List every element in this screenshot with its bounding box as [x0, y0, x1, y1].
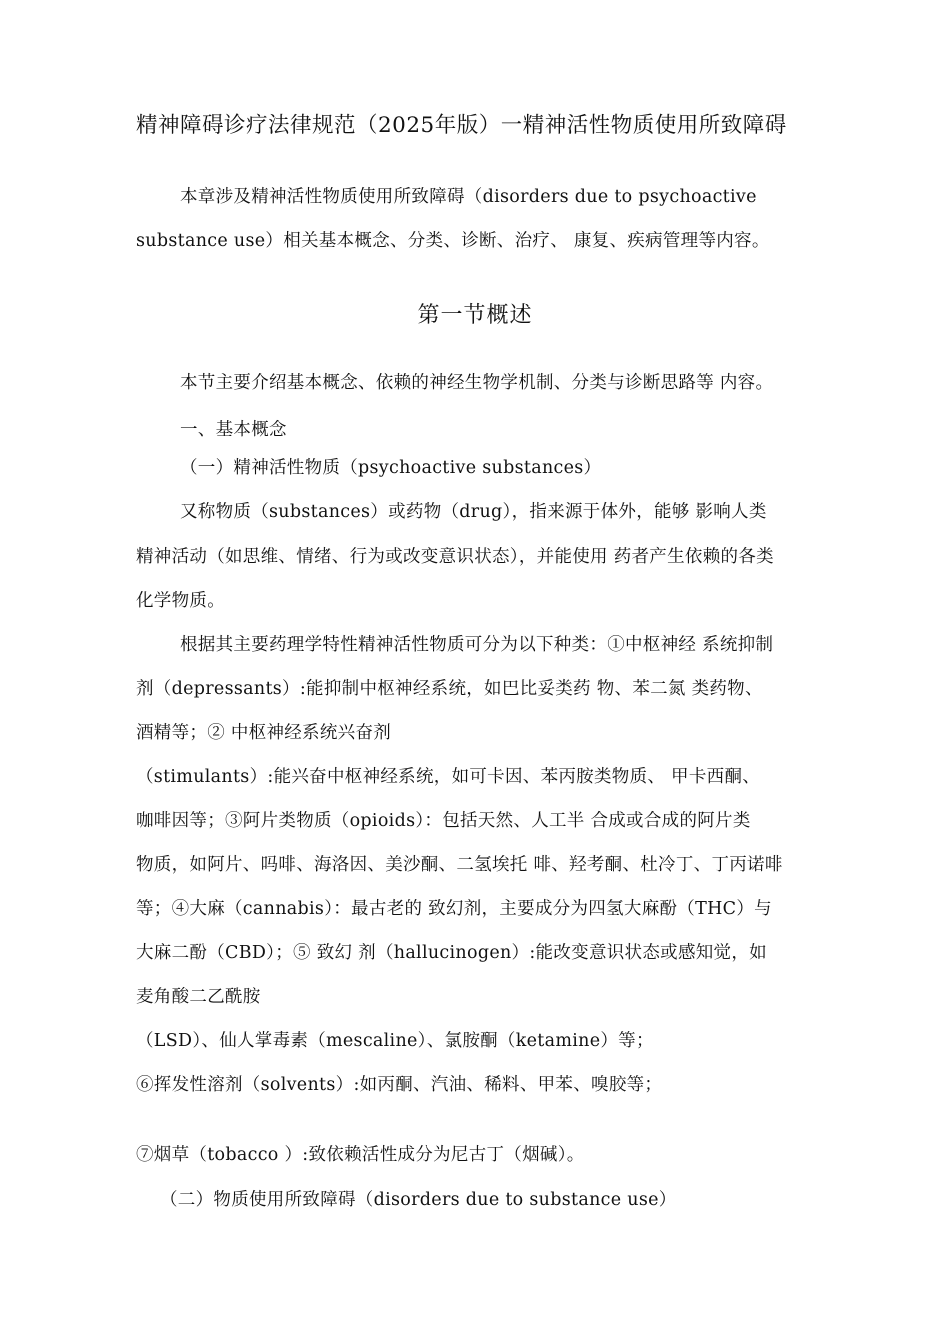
classification-line-9: 麦角酸二乙酰胺 [136, 987, 261, 1007]
classification-line-2: 剂（depressants）:能抑制中枢神经系统，如巴比妥类药 物、苯二氮 类药物、 [136, 679, 763, 699]
definition-line-2: 精神活动（如思维、情绪、行为或改变意识状态），并能使用 药者产生依赖的各类 [136, 547, 774, 567]
classification-line-8: 大麻二酚（CBD）；⑤ 致幻 剂（hallucinogen）:能改变意识状态或感知觉，如 [136, 943, 767, 963]
classification-line-11: ⑥挥发性溶剂（solvents）:如丙酮、汽油、稀料、甲苯、嗅胶等； [136, 1075, 663, 1095]
intro-line-1: 本章涉及精神活性物质使用所致障碍（disorders due to psychoactive [180, 187, 757, 207]
definition-line-1: 又称物质（substances）或药物（drug），指来源于体外，能够 影响人类 [180, 502, 767, 522]
classification-line-10: （LSD）、仙人掌毒素（mescaline）、氯胺酮（ketamine）等； [136, 1031, 654, 1051]
document-title: 精神障碍诊疗法律规范（2025年版）一精神活性物质使用所致障碍 [136, 113, 787, 138]
classification-line-5: 咖啡因等；③阿片类物质（opioids）：包括天然、人工半 合成或合成的阿片类 [136, 811, 751, 831]
classification-line-6: 物质，如阿片、吗啡、海洛因、美沙酮、二氢埃托 啡、羟考酮、杜冷丁、丁丙诺啡 [136, 855, 783, 875]
subheading-psychoactive-substances: （一）精神活性物质（psychoactive substances） [180, 458, 602, 478]
heading-basic-concepts: 一、基本概念 [180, 420, 287, 440]
classification-line-12: ⑦烟草（tobacco ）:致依赖活性成分为尼古丁（烟碱）。 [136, 1145, 585, 1165]
classification-line-7: 等；④大麻（cannabis）：最古老的 致幻剂，主要成分为四氢大麻酚（THC）与 [136, 899, 772, 919]
subheading-substance-use-disorders: （二）物质使用所致障碍（disorders due to substance use） [160, 1190, 677, 1210]
intro-line-2: substance use）相关基本概念、分类、诊断、治疗、 康复、疾病管理等内容。 [136, 231, 770, 251]
section-title: 第一节概述 [417, 303, 533, 328]
classification-line-1: 根据其主要药理学特性精神活性物质可分为以下种类：①中枢神经 系统抑制 [180, 635, 774, 655]
classification-line-3: 酒精等；② 中枢神经系统兴奋剂 [136, 723, 392, 743]
section-intro: 本节主要介绍基本概念、依赖的神经生物学机制、分类与诊断思路等 内容。 [180, 373, 774, 393]
definition-line-3: 化学物质。 [136, 591, 225, 611]
classification-line-4: （stimulants）:能兴奋中枢神经系统，如可卡因、苯丙胺类物质、 甲卡西酮、 [136, 767, 761, 787]
